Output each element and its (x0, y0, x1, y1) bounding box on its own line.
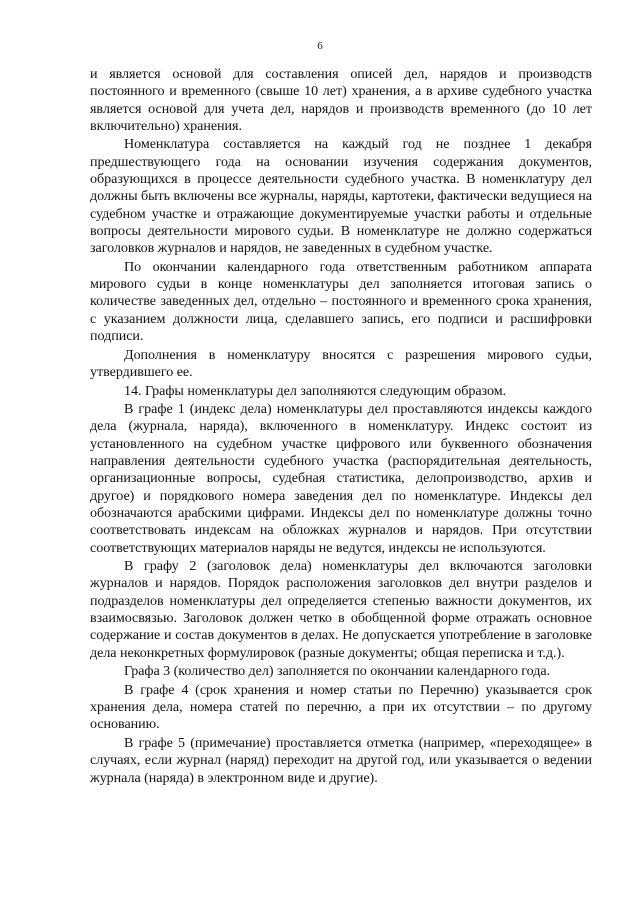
paragraph-6: В графе 1 (индекс дела) номенклатуры дел проставляются индексы каждого дела (журнала, наряда), включенного в номенклатуру. Индекс состоит из установленного на судебном участке цифрового или буквенного обозначения направления деятельности судебного участка (распорядительная деятельность, организационные вопросы, судебная статистика, делопроизводство, архив и другое) и порядкового номера заведения дел по номенклатуре. Индексы дел обозначаются арабскими цифрами. Индексы дел по номенклатуре должны точно соответствовать индексам на обложках журналов и нарядов. При отсутствии соответствующих материалов наряды не ведутся, индексы не используются. (90, 401, 592, 556)
paragraph-1: и является основой для составления описей дел, нарядов и производств постоянного и временного (свыше 10 лет) хранения, а в архиве судебного участка является основой для учета дел, нарядов и производств временного (до 10 лет включительно) хранения. (90, 66, 592, 134)
document-body (90, 66, 592, 788)
paragraph-5: 14. Графы номенклатуры дел заполняются следующим образом. (124, 382, 507, 399)
paragraph-9: В графе 4 (срок хранения и номер статьи по Перечню) указывается срок хранения дела, номера статей по перечню, а при их отсутствии – по другому основанию. (90, 681, 592, 733)
paragraph-2: Номенклатура составляется на каждый год не позднее 1 декабря предшествующего года на основании изучения содержания документов, образующихся в процессе деятельности судебного участка. В номенклатуру дел должны быть включены все журналы, наряды, картотеки, фактически ведущиеся на судебном участке и отражающие документируемые участки работы и отдельные вопросы деятельности мирового судьи. В номенклатуре не должно содержаться заголовков журналов и нарядов, не заведенных в судебном участке. (90, 136, 592, 257)
paragraph-8: Графа 3 (количество дел) заполняется по окончании календарного года. (124, 663, 551, 680)
paragraph-10: В графе 5 (примечание) проставляется отметка (например, «переходящее» в случаях, если журнал (наряд) переходит на другой год, или указывается о ведении журнала (наряда) в электронном виде и другие). (90, 734, 592, 786)
paragraph-3: По окончании календарного года ответственным работником аппарата мирового судьи в конце номенклатуры дел заполняется итоговая запись о количестве заведенных дел, отдельно – постоянного и временного срока хранения, с указанием должности лица, сделавшего запись, его подписи и расшифровки подписи. (90, 258, 592, 345)
paragraph-7: В графу 2 (заголовок дела) номенклатуры дел включаются заголовки журналов и нарядов. Порядок расположения заголовков дел внутри разделов и подразделов номенклатуры дел определяется степенью важности документов, их взаимосвязью. Заголовок должен четко в обобщенной форме отражать основное содержание и состав документов в делах. Не допускается употребление в заголовке дела неконкретных формулировок (разные документы; общая переписка и т.д.). (90, 558, 592, 661)
page-number: 6 (317, 40, 323, 52)
paragraph-4: Дополнения в номенклатуру вносятся с разрешения мирового судьи, утвердившего ее. (90, 346, 592, 380)
